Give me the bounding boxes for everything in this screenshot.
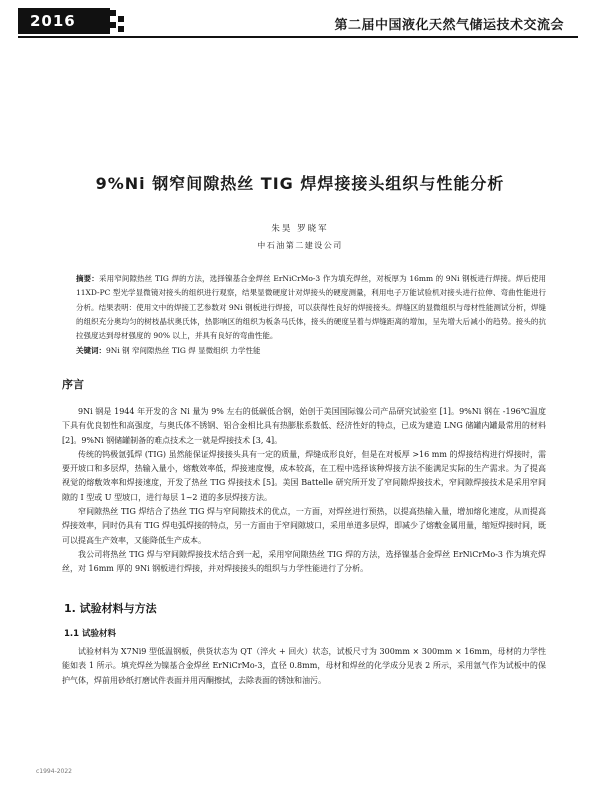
paragraph: 我公司将热丝 TIG 焊与窄间隙焊接技术结合到一起，采用窄间隙热丝 TIG 焊的方法，选择镍基合金焊丝 ErNiCrMo-3 作为填充焊丝，对 16mm 厚的 9Ni 钢板进行焊接，并对焊接接头的组织与力学性能进行了分析。 (62, 549, 546, 574)
abstract-label: 摘要： (76, 274, 99, 283)
header-rule (18, 36, 578, 38)
year-badge: 2016 (18, 8, 110, 34)
section-1-1-body (62, 645, 546, 688)
paragraph: 传统的钨极氩弧焊 (TIG) 虽然能保证焊接接头具有一定的质量，焊缝成形良好，但是在对板厚 >16 mm 的焊接结构进行焊接时，需要开坡口和多层焊，热输入量小，熔敷效率低，焊接速度慢，成本较高，在工程中选择该种焊接方法不能满足实际的生产需求。为了提高视觉的熔敷效率和焊接速度，开发了热丝 TIG 焊接技术 [5]。美国 Battelle 研究所开发了窄间隙焊接技术，窄间隙焊接技术是采用窄间隙的 I 型或 U 型坡口，进行每层 1~2 道的多层焊接方法。 (62, 449, 546, 502)
footer-mark: c1994-2022 (36, 768, 73, 775)
decorative-squares (96, 10, 124, 32)
paragraph: 9Ni 钢是 1944 年开发的含 Ni 量为 9% 左右的低碳低合钢，始创于美国国际镍公司产品研究试验室 [1]。9%Ni 钢在 -196℃温度下具有优良韧性和高强度，与奥氏体不锈钢、铝合金相比具有热膨胀系数低、经济性好的特点，已成为建造 LNG 储罐内罐最常用的材料 [2]。9%Ni 钢储罐制备的难点技术之一就是焊接技术 [3, 4]。 (62, 407, 546, 445)
keywords (76, 344, 546, 358)
keywords-text: 9Ni 钢 窄间隙热丝 TIG 焊 显微组织 力学性能 (106, 346, 261, 355)
conference-title: 第二届中国液化天然气储运技术交流会 (334, 18, 564, 33)
paragraph: 试验材料为 X7Ni9 型低温钢板，供货状态为 QT（淬火 + 回火）状态，试板尺寸为 300mm × 300mm × 16mm，母材的力学性能如表 1 所示。填充焊丝为镍基合金焊丝 ErNiCrMo-3，直径 0.8mm，母材和焊丝的化学成分见表 2 所示，采用氩气作为试板中的保护气体，焊前用砂纸打磨试件表面并用丙酮擦拭，去除表面的锈蚀和油污。 (62, 647, 546, 685)
section-heading-intro: 序言 (62, 378, 84, 391)
abstract (76, 272, 546, 343)
intro-body (62, 405, 546, 577)
running-header (0, 0, 600, 42)
abstract-text: 采用窄间隙热丝 TIG 焊的方法，选择镍基合金焊丝 ErNiCrMo-3 作为填充焊丝，对板厚为 16mm 的 9Ni 钢板进行焊接。焊后使用 11XD-PC 型光学显微镜对接头的组织进行观察，结果显微硬度计对焊接头的硬度测量，利用电子万能试验机对接头进行拉伸、弯曲性能进行分析。结果表明：使用文中的焊接工艺参数对 9Ni 钢板进行焊接，可以获得性良好的焊接接头。焊缝区的显微组织与母材性能测试分析，焊缝的组织充分奥均匀的树枝晶状奥氏体，热影响区的组织为板条马氏体，接头的硬度呈着与焊缝距离的增加，呈先增大后减小的趋势。接头的抗拉强度达到母材强度的 90% 以上，并具有良好的弯曲性能。 (76, 274, 547, 341)
authors: 朱昊 罗晓军 (271, 224, 329, 234)
paragraph: 窄间隙热丝 TIG 焊结合了热丝 TIG 焊与窄间隙技术的优点，一方面，对焊丝进行预热，以提高热输入量，增加熔化速度，从而提高焊接效率，同时仍具有 TIG 焊电弧焊接的特点，另一方面由于窄间隙坡口，采用单道多层焊，即减少了熔敷金属用量，缩短焊接时间，既可以提高生产效率，又能降低生产成本。 (62, 507, 546, 545)
keywords-label: 关键词： (76, 346, 106, 355)
section-heading-1: 1. 试验材料与方法 (64, 602, 157, 615)
affiliation: 中石油第二建设公司 (257, 241, 343, 250)
paper-title: 9%Ni 钢窄间隙热丝 TIG 焊焊接接头组织与性能分析 (95, 174, 505, 193)
subsection-heading-1-1: 1.1 试验材料 (64, 629, 117, 639)
